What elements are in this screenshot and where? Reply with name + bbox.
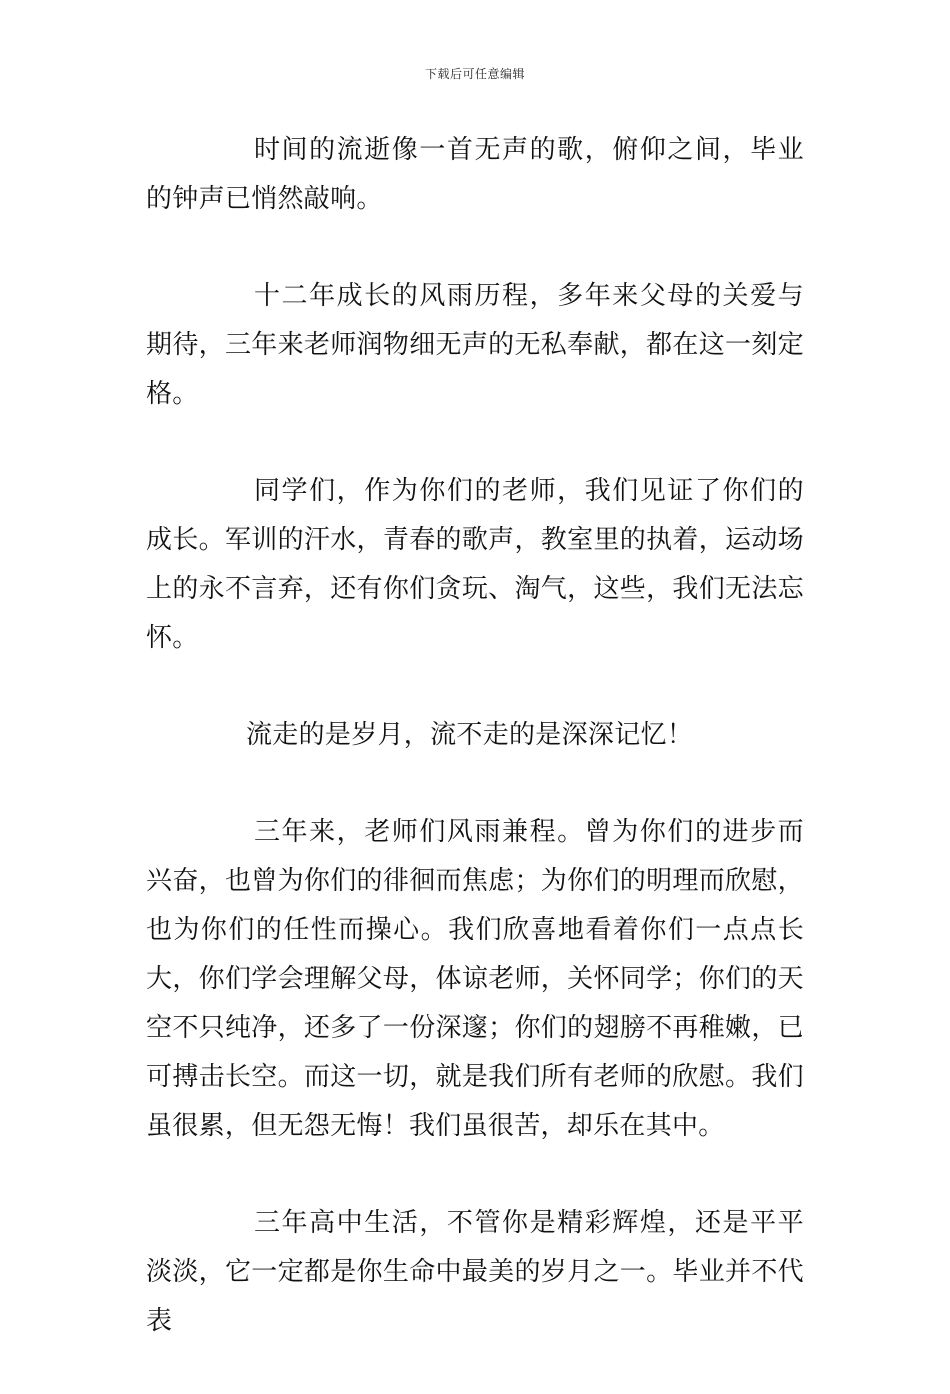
paragraph: 三年来，老师们风雨兼程。曾为你们的进步而兴奋，也曾为你们的徘徊而焦虑；为你们的明理而欣慰，也为你们的任性而操心。我们欣喜地看着你们一点点长大，你们学会理解父母，体谅老师，关怀同学；你们的天空不只纯净，还多了一份深邃；你们的翅膀不再稚嫩，已可搏击长空。而这一切，就是我们所有老师的欣慰。我们虽很累，但无怨无悔！我们虽很苦，却乐在其中。 <box>146 817 804 1141</box>
document-body <box>146 126 804 1394</box>
paragraph: 三年高中生活，不管你是精彩辉煌，还是平平淡淡，它一定都是你生命中最美的岁月之一。毕业并不代表 <box>146 1208 804 1336</box>
paragraph: 流走的是岁月，流不走的是深深记忆！ <box>246 720 694 750</box>
paragraph: 同学们，作为你们的老师，我们见证了你们的成长。军训的汗水，青春的歌声，教室里的执着，运动场上的永不言弃，还有你们贪玩、淘气，这些，我们无法忘怀。 <box>146 476 804 653</box>
paragraph: 十二年成长的风雨历程，多年来父母的关爱与期待，三年来老师润物细无声的无私奉献，都在这一刻定格。 <box>146 281 804 409</box>
header-note: 下载后可任意编辑 <box>424 67 525 81</box>
paragraph: 时间的流逝像一首无声的歌，俯仰之间，毕业的钟声已悄然敲响。 <box>146 135 804 214</box>
